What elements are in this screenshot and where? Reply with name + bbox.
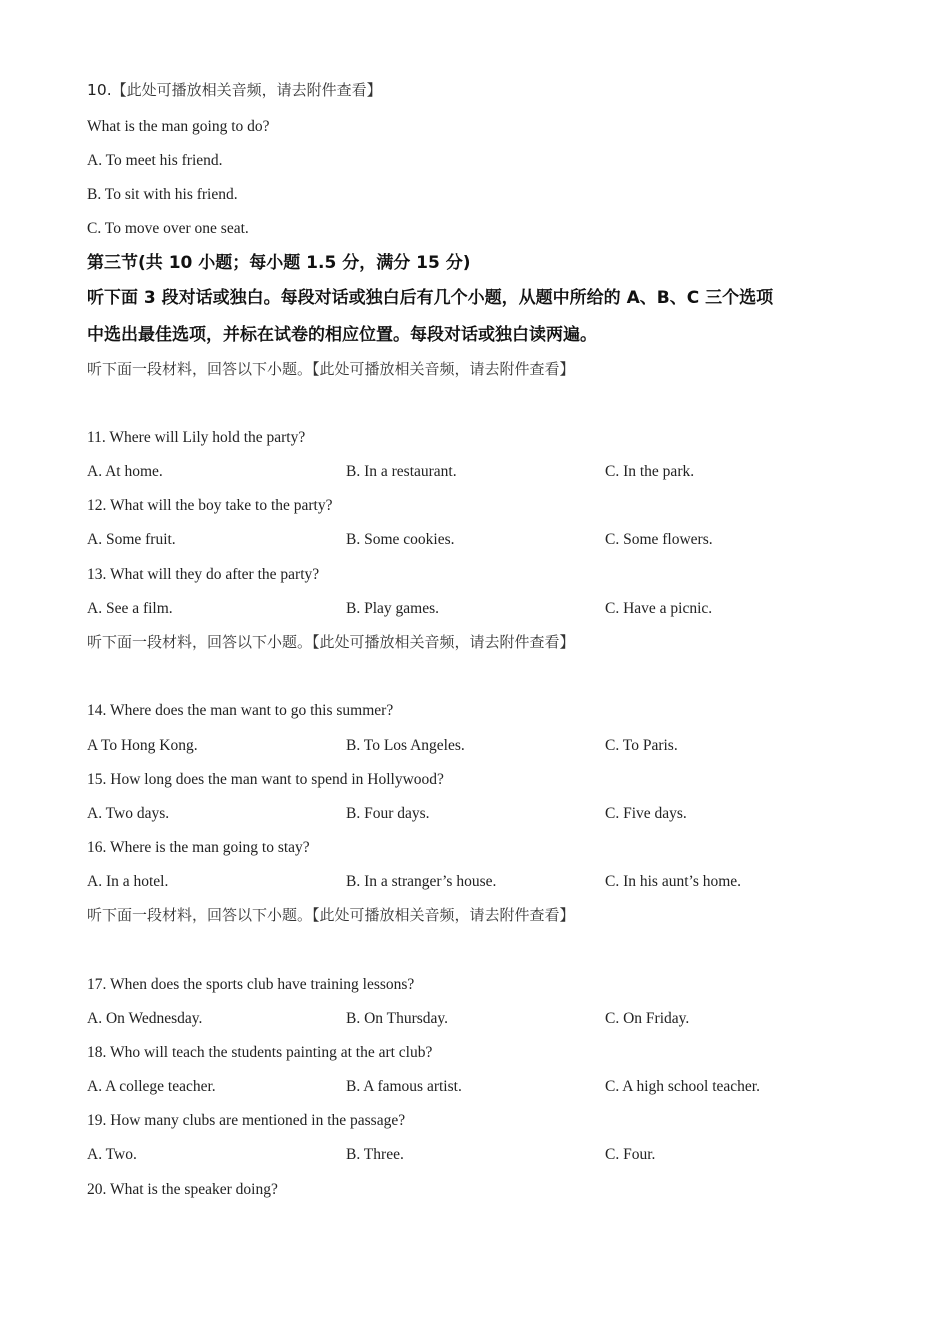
q14-question: 14. Where does the man want to go this summer? <box>87 702 394 719</box>
q12-option-b: B. Some cookies. <box>346 531 455 548</box>
q17-option-b: B. On Thursday. <box>346 1010 449 1027</box>
q15-option-c: C. Five days. <box>605 805 687 822</box>
q18-option-c: C. A high school teacher. <box>605 1078 760 1095</box>
q13-option-c: C. Have a picnic. <box>605 600 713 617</box>
section3-title: 第三节(共 10 小题；每小题 1.5 分，满分 15 分) <box>87 253 471 273</box>
q13-option-a: A. See a film. <box>87 600 173 617</box>
q11-option-b: B. In a restaurant. <box>346 463 457 480</box>
q18-option-b: B. A famous artist. <box>346 1078 462 1095</box>
q15-option-a: A. Two days. <box>87 805 170 822</box>
group3-intro: 听下面一段材料，回答以下小题。【此处可播放相关音频，请去附件查看】 <box>87 906 575 924</box>
group1-intro: 听下面一段材料，回答以下小题。【此处可播放相关音频，请去附件查看】 <box>87 360 575 378</box>
q16-option-b: B. In a stranger’s house. <box>346 873 497 890</box>
q11-option-a: A. At home. <box>87 463 163 480</box>
q15-question: 15. How long does the man want to spend in Hollywood? <box>87 771 444 788</box>
q19-question: 19. How many clubs are mentioned in the passage? <box>87 1112 406 1129</box>
q17-option-c: C. On Friday. <box>605 1010 690 1027</box>
q18-question: 18. Who will teach the students painting at the art club? <box>87 1044 433 1061</box>
q16-option-a: A. In a hotel. <box>87 873 169 890</box>
q15-option-b: B. Four days. <box>346 805 430 822</box>
q12-option-c: C. Some flowers. <box>605 531 713 548</box>
q19-option-c: C. Four. <box>605 1146 656 1163</box>
q14-option-b: B. To Los Angeles. <box>346 737 465 754</box>
group2-intro: 听下面一段材料，回答以下小题。【此处可播放相关音频，请去附件查看】 <box>87 633 575 651</box>
q12-question: 12. What will the boy take to the party? <box>87 497 333 514</box>
q16-question: 16. Where is the man going to stay? <box>87 839 310 856</box>
q10-option-b: B. To sit with his friend. <box>87 186 238 203</box>
q11-option-c: C. In the park. <box>605 463 695 480</box>
q14-option-a: A To Hong Kong. <box>87 737 198 754</box>
q11-question: 11. Where will Lily hold the party? <box>87 429 306 446</box>
q10-header <box>87 80 382 101</box>
q10-option-c: C. To move over one seat. <box>87 220 249 237</box>
q10-question: What is the man going to do? <box>87 118 270 135</box>
q18-option-a: A. A college teacher. <box>87 1078 216 1095</box>
q13-question: 13. What will they do after the party? <box>87 566 320 583</box>
q16-option-c: C. In his aunt’s home. <box>605 873 742 890</box>
q14-option-c: C. To Paris. <box>605 737 678 754</box>
q17-question: 17. When does the sports club have training lessons? <box>87 976 415 993</box>
section3-instruction-2: 中选出最佳选项，并标在试卷的相应位置。每段对话或独白读两遍。 <box>87 325 597 345</box>
q10-number: 10. <box>87 81 112 99</box>
q10-option-a: A. To meet his friend. <box>87 152 223 169</box>
q10-audio-note: 【此处可播放相关音频，请去附件查看】 <box>111 81 382 99</box>
q20-question: 20. What is the speaker doing? <box>87 1181 278 1198</box>
section3-instruction-1: 听下面 3 段对话或独白。每段对话或独白后有几个小题，从题中所给的 A、B、C 三个选项 <box>87 288 774 308</box>
q19-option-b: B. Three. <box>346 1146 404 1163</box>
q17-option-a: A. On Wednesday. <box>87 1010 203 1027</box>
q19-option-a: A. Two. <box>87 1146 137 1163</box>
q13-option-b: B. Play games. <box>346 600 439 617</box>
q12-option-a: A. Some fruit. <box>87 531 176 548</box>
